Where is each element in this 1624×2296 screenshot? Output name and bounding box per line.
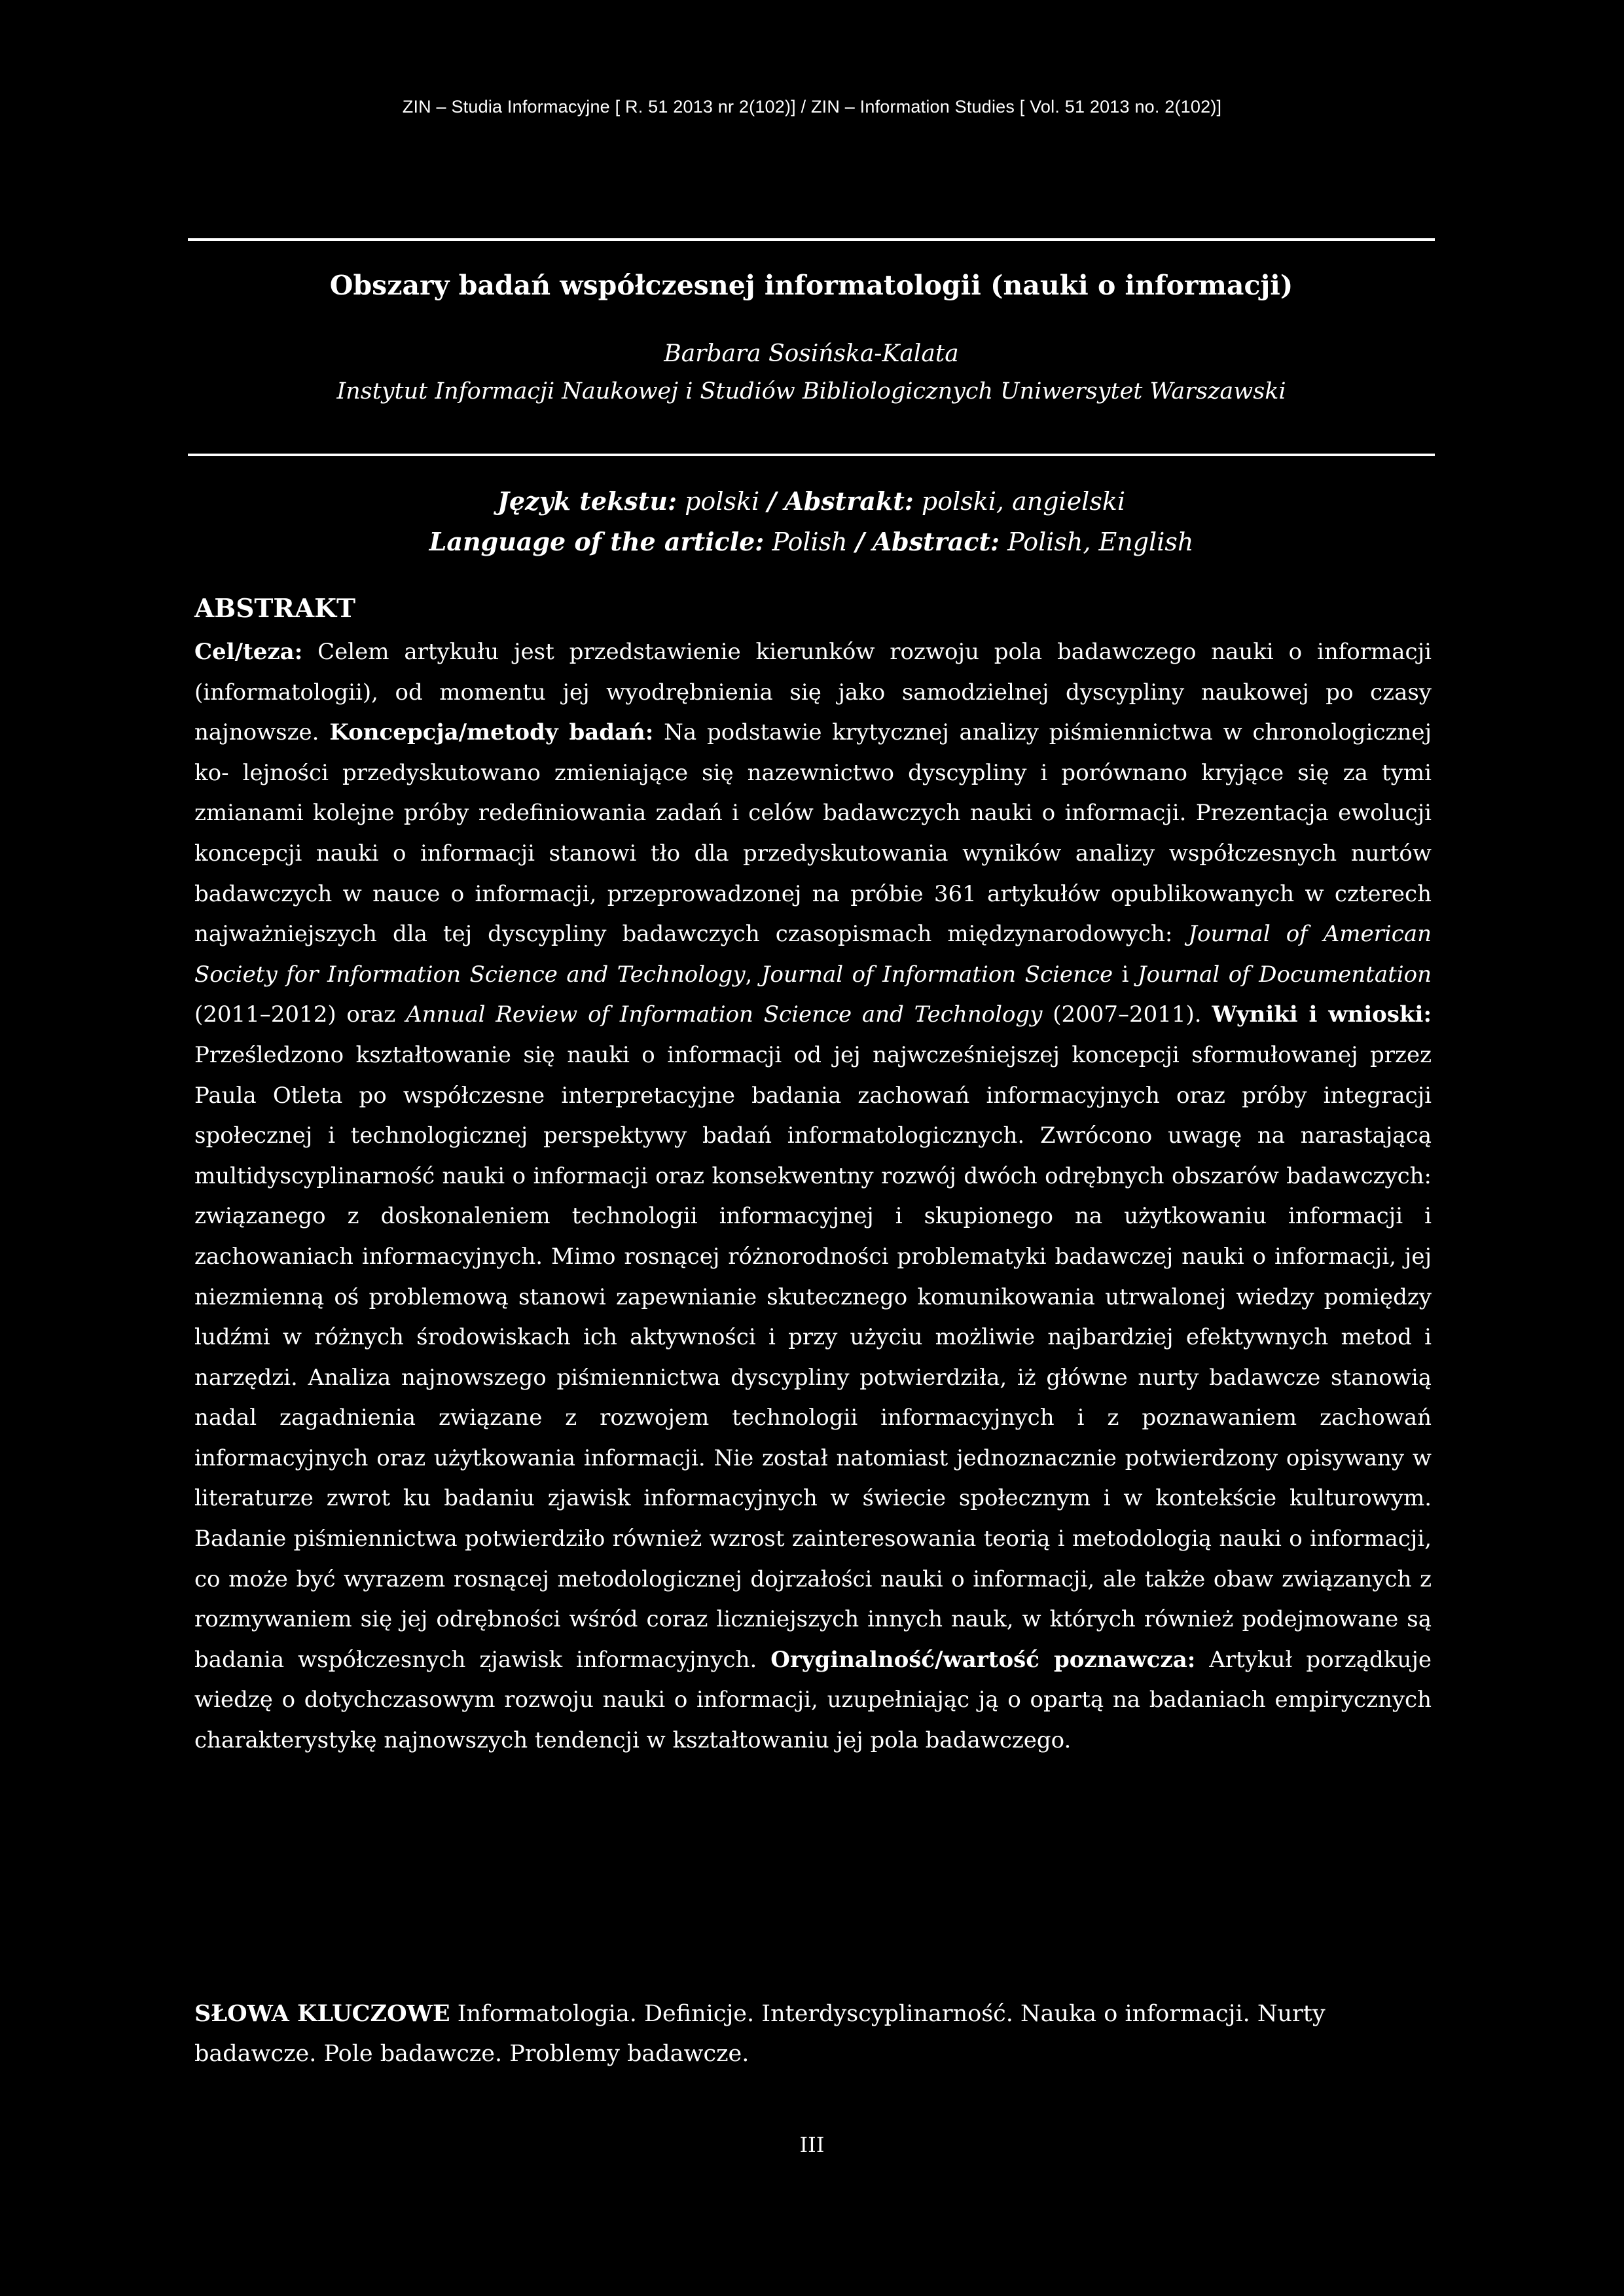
- article-title: Obszary badań współczesnej informatologii (nauki o informacji): [329, 270, 1293, 301]
- abstract-heading: ABSTRAKT: [194, 594, 355, 624]
- keywords-label: SŁOWA KLUCZOWE: [194, 2000, 450, 2027]
- author-affiliation: Instytut Informacji Naukowej i Studiów Bibliologicznych Uniwersytet Warszawski: [336, 378, 1286, 404]
- abstract-label-results: Wyniki i wnioski:: [1212, 1001, 1432, 1028]
- page-number: III: [799, 2132, 825, 2157]
- journal-years-1: (2011–2012) oraz: [194, 1001, 396, 1028]
- abstract-language-value-en: Polish, English: [1007, 528, 1194, 556]
- bottom-divider: [188, 454, 1435, 456]
- language-line-english: [188, 527, 1435, 556]
- abstract-language-label-pl: Abstrakt:: [784, 486, 914, 516]
- text-language-value-en: Polish: [772, 528, 848, 556]
- journal-separator: ,: [745, 961, 753, 988]
- running-header: ZIN – Studia Informacyjne [ R. 51 2013 nr 2(102)] / ZIN – Information Studies [ Vol. 51 2013 no. 2(102)]: [402, 97, 1222, 117]
- abstract-label-originality: Oryginalność/wartość poznawcza:: [770, 1646, 1196, 1673]
- journal-conjunction: i: [1121, 961, 1129, 988]
- abstract-language-label-en: Abstract:: [872, 527, 1000, 556]
- abstract-text-originality: Artykuł porządkuje wiedzę o dotychczasowym rozwoju nauki o informacji, uzupełniając ją o opartą na badaniach empirycznych charakterystykę najnowszych tendencji w kształtowaniu jej pola badawczego.: [194, 1646, 1432, 1754]
- language-line-polish: [188, 486, 1435, 516]
- abstract-body: [194, 632, 1432, 1761]
- journal-title-jdoc: Journal of Documentation: [1137, 961, 1432, 988]
- journal-title-arist: Annual Review of Information Science and Technology: [406, 1001, 1043, 1028]
- abstract-text-method: Na podstawie krytycznej analizy piśmiennictwa w chronologicznej ko- lejności przedyskutowano zmieniające się nazewnictwo dyscypliny i porównano kryjące się za tymi zmianami kolejne próby redefiniowania zadań i celów badawczych nauki o informacji. Prezentacja ewolucji koncepcji nauki o informacji stanowi tło dla przedyskutowania wyników analizy współczesnych nurtów badawczych w nauce o informacji, przeprowadzonej na próbie 361 artykułów opublikowanych w czterech najważniejszych dla tej dyscypliny badawczych czasopismach międzynarodowych:: [194, 719, 1432, 948]
- journal-years-2: (2007–2011).: [1053, 1001, 1202, 1028]
- journal-title-jis: Journal of Information Science: [761, 961, 1113, 988]
- abstract-label-method: Koncepcja/metody badań:: [329, 719, 654, 746]
- abstract-text-aim: Celem artykułu jest przedstawienie kierunków rozwoju pola badawczego nauki o informacji (informatologii), od momentu jej wyodrębnienia się jako samodzielnej dyscypliny naukowej po czasy najnowsze.: [194, 639, 1432, 746]
- text-language-label-en: Language of the article:: [429, 527, 765, 556]
- article-author: Barbara Sosińska-Kalata: [664, 340, 959, 367]
- top-divider: [188, 238, 1435, 241]
- text-language-value-pl: polski: [685, 487, 760, 516]
- language-separator-pl: /: [767, 486, 777, 516]
- keywords-text: Informatologia. Definicje. Interdyscyplinarność. Nauka o informacji. Nurty badawcze. Pole badawcze. Problemy badawcze.: [194, 2001, 1326, 2067]
- abstract-language-value-pl: polski, angielski: [921, 487, 1126, 516]
- keywords-section: [194, 1994, 1432, 2074]
- language-separator-en: /: [855, 527, 865, 556]
- abstract-label-aim: Cel/teza:: [194, 639, 303, 665]
- abstract-text-results: Prześledzono kształtowanie się nauki o informacji od jej najwcześniejszej koncepcji sformułowanej przez Paula Otleta po współczesne interpretacyjne badania zachowań informacyjnych oraz próby integracji społecznej i technologicznej perspektywy badań informatologicznych. Zwrócono uwagę na narastającą multidyscyplinarność nauki o informacji oraz konsekwentny rozwój dwóch odrębnych obszarów badawczych: związanego z doskonaleniem technologii informacyjnej i skupionego na użytkowaniu informacji i zachowaniach informacyjnych. Mimo rosnącej różnorodności problematyki badawczej nauki o informacji, jej niezmienną oś problemową stanowi zapewnianie skutecznego komunikowania utrwalonej wiedzy pomiędzy ludźmi w różnych środowiskach ich aktywności i przy użyciu możliwie najbardziej efektywnych metod i narzędzi. Analiza najnowszego piśmiennictwa dyscypliny potwierdziła, iż główne nurty badawcze stanowią nadal zagadnienia związane z rozwojem technologii informacyjnych i z poznawaniem zachowań informacyjnych oraz użytkowania informacji. Nie został natomiast jednoznacznie potwierdzony opisywany w literaturze zwrot ku badaniu zjawisk informacyjnych w świecie społecznym i w kontekście kulturowym. Badanie piśmiennictwa potwierdziło również wzrost zainteresowania teorią i metodologią nauki o informacji, co może być wyrazem rosnącej metodologicznej dojrzałości nauki o informacji, ale także obaw związanych z rozmywaniem się jej odrębności wśród coraz liczniejszych innych nauk, w których również podejmowane są badania współczesnych zjawisk informacyjnych.: [194, 1041, 1432, 1673]
- text-language-label-pl: Język tekstu:: [497, 486, 677, 516]
- journal-title-jasist: Journal of American Society for Information Science and Technology: [194, 921, 1432, 988]
